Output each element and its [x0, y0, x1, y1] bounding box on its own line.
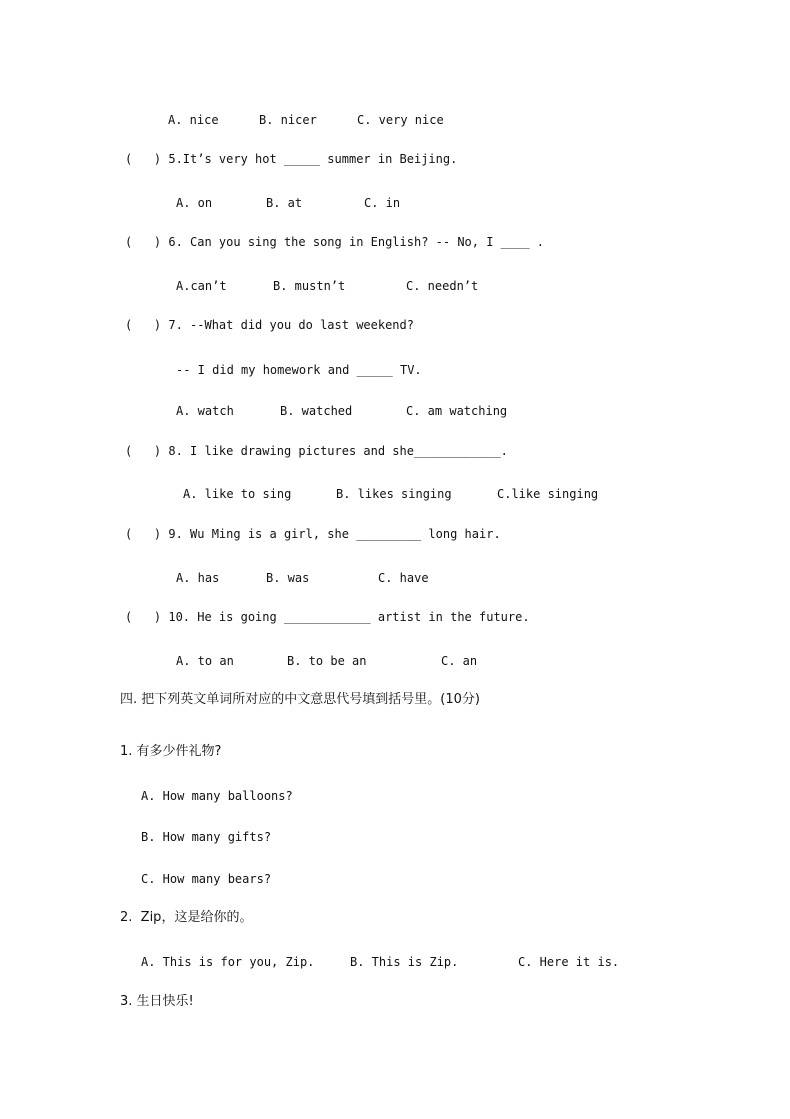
question-7-response: -- I did my homework and _____ TV. [176, 363, 422, 377]
q9-option-b: B. was [266, 571, 310, 585]
q6-option-c: C. needn’t [406, 279, 479, 293]
section-4-heading: 四. 把下列英文单词所对应的中文意思代号填到括号里。(10分) [120, 692, 480, 707]
q6-option-b: B. mustn’t [273, 279, 346, 293]
q5-option-a: A. on [176, 196, 213, 210]
q6-option-a: A.can’t [176, 279, 227, 293]
question-10: ( ) 10. He is going ____________ artist in the future. [125, 610, 530, 624]
q9-option-a: A. has [176, 571, 220, 585]
s4-item-1-option-b: B. How many gifts? [141, 830, 272, 844]
q4-option-b: B. nicer [259, 113, 317, 127]
q5-option-b: B. at [266, 196, 303, 210]
s4-item-1-prompt: 1. 有多少件礼物? [120, 744, 222, 759]
s4-item-2-option-a: A. This is for you, Zip. [141, 955, 315, 969]
q7-option-b: B. watched [280, 404, 353, 418]
q9-option-c: C. have [378, 571, 429, 585]
question-5: ( ) 5.It’s very hot _____ summer in Beijing. [125, 152, 458, 166]
q10-option-a: A. to an [176, 654, 234, 668]
q4-option-c: C. very nice [357, 113, 444, 127]
q4-option-a: A. nice [168, 113, 219, 127]
s4-item-2-option-b: B. This is Zip. [350, 955, 459, 969]
question-7: ( ) 7. --What did you do last weekend? [125, 318, 414, 332]
question-6: ( ) 6. Can you sing the song in English? -- No, I ____ . [125, 235, 545, 249]
q8-option-a: A. like to sing [183, 487, 292, 501]
q10-option-c: C. an [441, 654, 478, 668]
s4-item-3-prompt: 3. 生日快乐! [120, 994, 194, 1009]
q7-option-c: C. am watching [406, 404, 508, 418]
s4-item-1-option-a: A. How many balloons? [141, 789, 293, 803]
s4-item-2-prompt: 2. Zip，这是给你的。 [120, 910, 253, 925]
q5-option-c: C. in [364, 196, 401, 210]
q7-option-a: A. watch [176, 404, 234, 418]
question-8: ( ) 8. I like drawing pictures and she____________. [125, 444, 508, 458]
q8-option-b: B. likes singing [336, 487, 452, 501]
s4-item-2-option-c: C. Here it is. [518, 955, 620, 969]
question-9: ( ) 9. Wu Ming is a girl, she _________ long hair. [125, 527, 501, 541]
q8-option-c: C.like singing [497, 487, 599, 501]
q10-option-b: B. to be an [287, 654, 367, 668]
s4-item-1-option-c: C. How many bears? [141, 872, 272, 886]
